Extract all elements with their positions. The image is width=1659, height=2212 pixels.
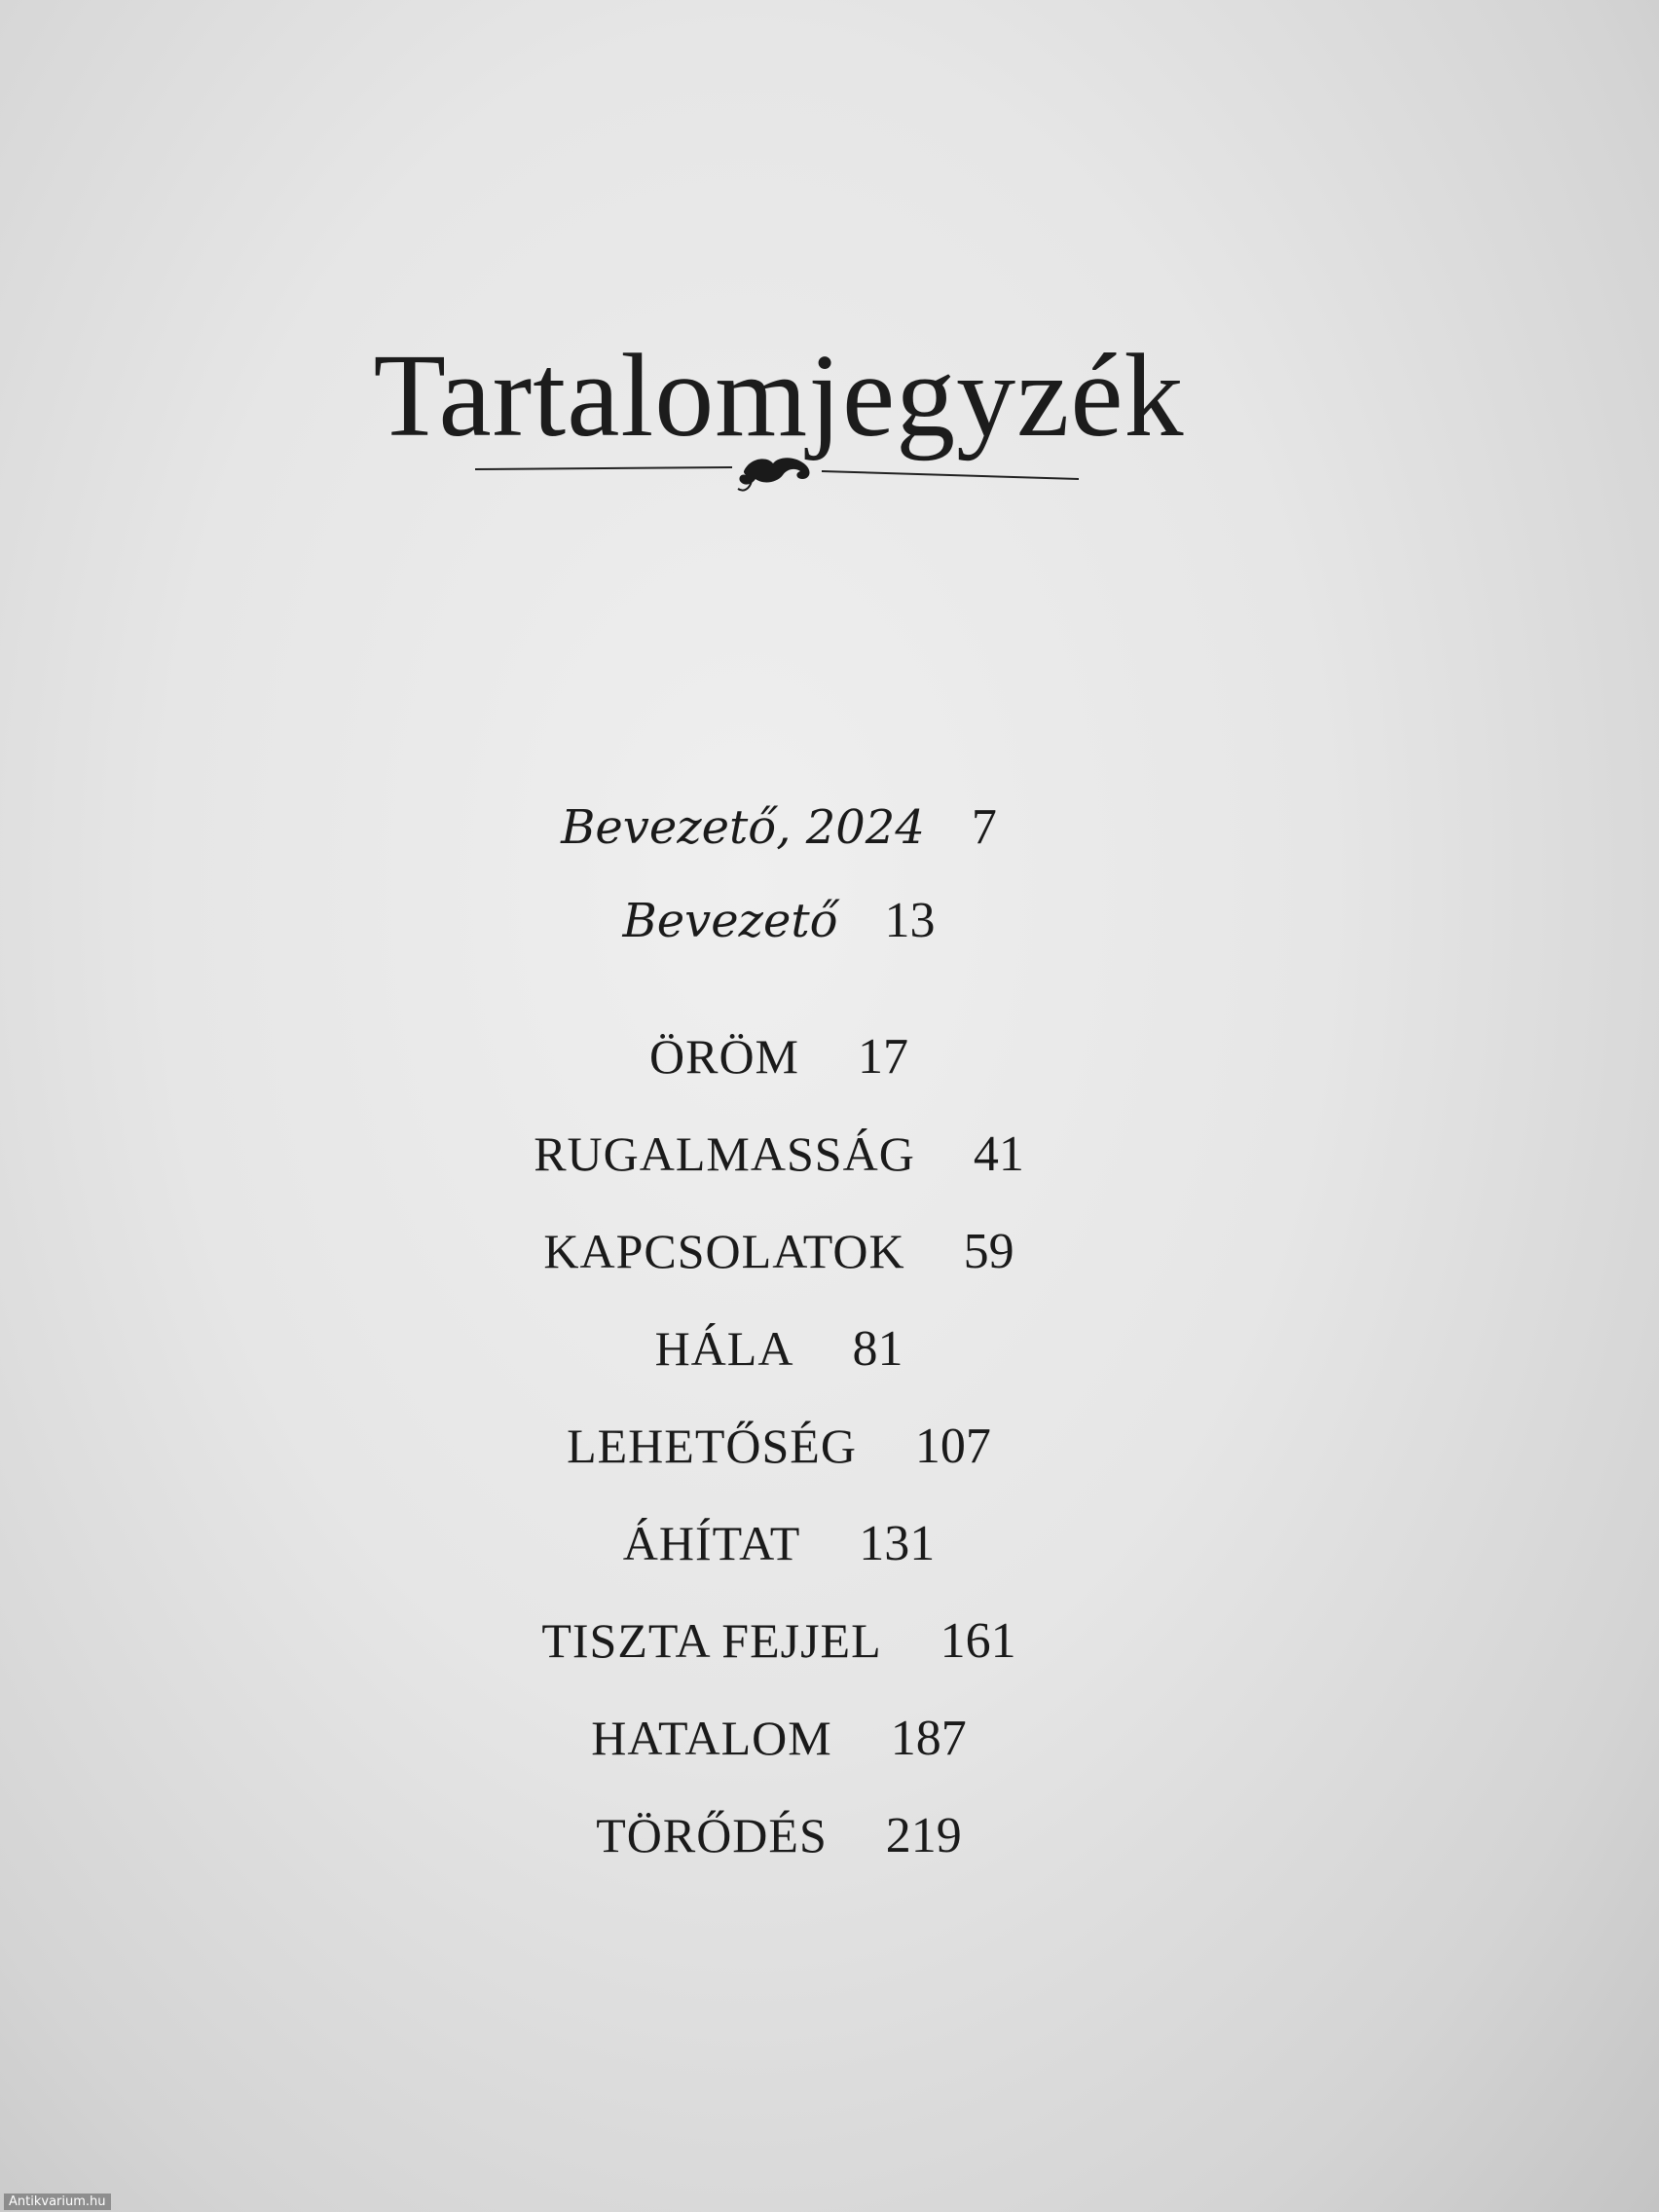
toc-entry: [0, 1807, 1558, 1864]
toc-entry: [0, 1125, 1558, 1183]
toc-entry: [0, 1320, 1558, 1378]
watermark-label: Antikvarium.hu: [4, 2194, 111, 2210]
toc-entry-label: ÁHÍTAT: [622, 1516, 801, 1570]
fleuron-divider-icon: [475, 450, 1079, 498]
toc-entry-page: 59: [963, 1224, 1014, 1279]
toc-entry-page: 7: [971, 799, 997, 855]
toc-entry-page: 41: [973, 1126, 1024, 1182]
toc-entry-page: 81: [852, 1321, 903, 1377]
toc-entry-label: KAPCSOLATOK: [543, 1224, 905, 1278]
toc-entry: [0, 1418, 1558, 1475]
toc-entry: [0, 798, 1558, 856]
toc-entry: [0, 1612, 1558, 1670]
toc-entry: [0, 1028, 1558, 1086]
toc-entry-page: 17: [858, 1029, 909, 1085]
page-title: Tartalomjegyzék: [373, 329, 1185, 461]
toc-entry-label: RUGALMASSÁG: [534, 1126, 915, 1181]
toc-entry-page: 131: [859, 1516, 936, 1571]
toc-entry-page: 13: [884, 893, 936, 948]
toc-entry: [0, 892, 1558, 949]
toc-entry-label: Bevezető, 2024: [561, 800, 925, 855]
toc-entry-page: 161: [940, 1613, 1016, 1669]
toc-entry-label: HÁLA: [654, 1321, 794, 1376]
toc-entry-label: TISZTA FEJJEL: [541, 1613, 882, 1668]
toc-entry-label: Bevezető: [622, 894, 838, 948]
toc-entry-page: 187: [890, 1711, 967, 1766]
toc-entry: [0, 1515, 1558, 1572]
toc-entry-label: LEHETŐSÉG: [567, 1419, 857, 1473]
toc-entry-page: 107: [914, 1419, 991, 1474]
toc-entry-page: 219: [885, 1808, 962, 1863]
toc-entry-label: ÖRÖM: [648, 1029, 800, 1084]
toc-entry-label: HATALOM: [591, 1711, 832, 1765]
toc-entry: [0, 1223, 1558, 1280]
toc-entry: [0, 1710, 1558, 1767]
toc-entry-label: TÖRŐDÉS: [596, 1808, 828, 1862]
